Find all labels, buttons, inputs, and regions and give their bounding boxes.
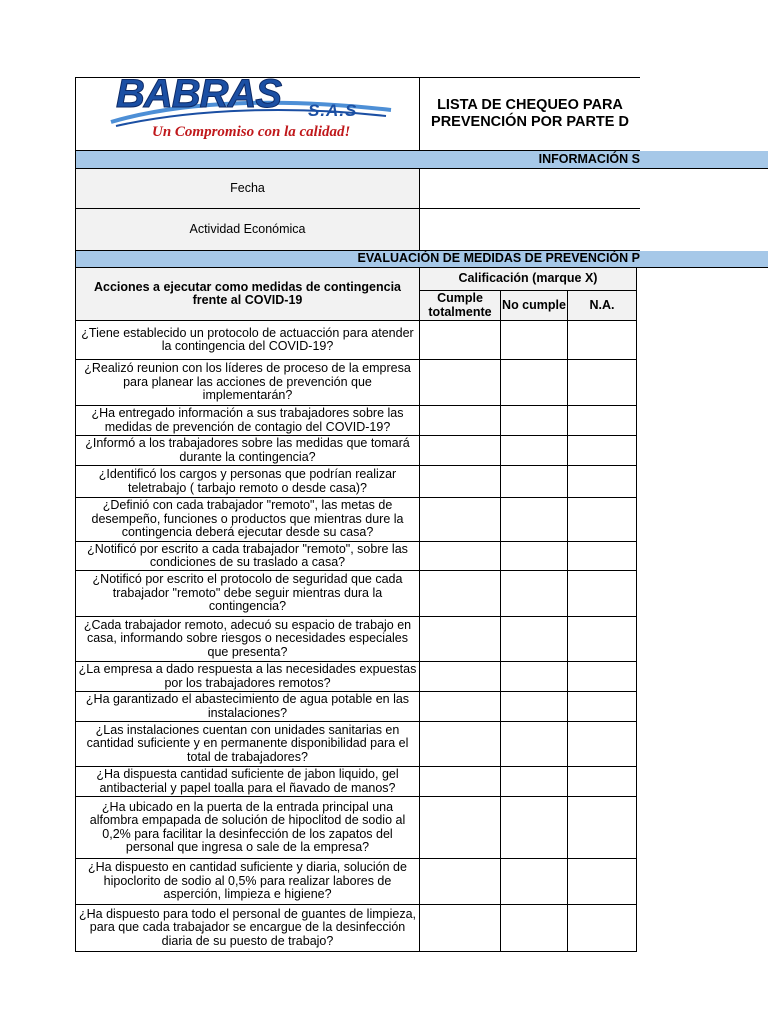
rating-column-header: Calificación (marque X) [420, 268, 637, 291]
na-checkbox-cell[interactable] [568, 436, 637, 466]
logo-suffix: S.A.S [308, 101, 358, 120]
na-column-header: N.A. [568, 291, 637, 321]
no-cumple-checkbox-cell[interactable] [501, 360, 568, 406]
na-checkbox-cell[interactable] [568, 797, 637, 859]
na-checkbox-cell[interactable] [568, 498, 637, 542]
cumple-checkbox-cell[interactable] [420, 859, 501, 905]
no-cumple-checkbox-cell[interactable] [501, 905, 568, 952]
question-text: ¿Ha ubicado en la puerta de la entrada principal una alfombra empapada de solución de hipoclitod de sodio al 0,2% para facilitar la desinfección de los zapatos del personal que ingresa o sale de la empresa? [75, 797, 420, 859]
cumple-checkbox-cell[interactable] [420, 436, 501, 466]
na-checkbox-cell[interactable] [568, 542, 637, 571]
no-cumple-checkbox-cell[interactable] [501, 797, 568, 859]
no-cumple-checkbox-cell[interactable] [501, 466, 568, 498]
no-cumple-checkbox-cell[interactable] [501, 722, 568, 767]
no-cumple-checkbox-cell[interactable] [501, 662, 568, 692]
fecha-field[interactable] [420, 169, 640, 209]
na-checkbox-cell[interactable] [568, 360, 637, 406]
cumple-checkbox-cell[interactable] [420, 406, 501, 436]
question-text: ¿Ha dispuesto en cantidad suficiente y diaria, solución de hipoclorito de sodio al 0,5% para realizar labores de asperción, limpieza e higiene? [75, 859, 420, 905]
info-section-header: INFORMACIÓN S [75, 151, 768, 169]
cumple-checkbox-cell[interactable] [420, 662, 501, 692]
cumple-checkbox-cell[interactable] [420, 466, 501, 498]
question-text: ¿Ha garantizado el abastecimiento de agua potable en las instalaciones? [75, 692, 420, 722]
question-text: ¿Ha dispuesto para todo el personal de guantes de limpieza, para que cada trabajador se encargue de la desinfección diaria de su puesto de trabajo? [75, 905, 420, 952]
document-title [420, 77, 640, 151]
logo-name: BABRAS [116, 77, 282, 116]
cumple-checkbox-cell[interactable] [420, 542, 501, 571]
question-text: ¿Notificó por escrito a cada trabajador "remoto", sobre las condiciones de su traslado a casa? [75, 542, 420, 571]
na-checkbox-cell[interactable] [568, 406, 637, 436]
question-text: ¿Notificó por escrito el protocolo de seguridad que cada trabajador "remoto" debe seguir mientras dura la contingencia? [75, 571, 420, 617]
question-text: ¿Informó a los trabajadores sobre las medidas que tomará durante la contingencia? [75, 436, 420, 466]
cumple-checkbox-cell[interactable] [420, 571, 501, 617]
actions-column-header: Acciones a ejecutar como medidas de contingencia frente al COVID-19 [75, 268, 420, 321]
na-checkbox-cell[interactable] [568, 692, 637, 722]
na-checkbox-cell[interactable] [568, 662, 637, 692]
question-text: ¿La empresa a dado respuesta a las necesidades expuestas por los trabajadores remotos? [75, 662, 420, 692]
cumple-checkbox-cell[interactable] [420, 360, 501, 406]
question-text: ¿Realizó reunion con los líderes de proceso de la empresa para planear las acciones de prevención que implementarán? [75, 360, 420, 406]
logo-cell [75, 77, 420, 151]
no-cumple-checkbox-cell[interactable] [501, 767, 568, 797]
na-checkbox-cell[interactable] [568, 722, 637, 767]
actividad-field[interactable] [420, 209, 640, 251]
question-text: ¿Tiene establecido un protocolo de actuacción para atender la contingencia del COVID-19? [75, 321, 420, 360]
cumple-checkbox-cell[interactable] [420, 498, 501, 542]
question-text: ¿Identificó los cargos y personas que podrían realizar teletrabajo ( tarbajo remoto o desde casa)? [75, 466, 420, 498]
question-text: ¿Ha dispuesta cantidad suficiente de jabon liquido, gel antibacterial y papel toalla para el ñavado de manos? [75, 767, 420, 797]
cumple-checkbox-cell[interactable] [420, 722, 501, 767]
company-logo [76, 78, 420, 151]
title-line-1: LISTA DE CHEQUEO PARA [437, 97, 623, 113]
cumple-checkbox-cell[interactable] [420, 692, 501, 722]
na-checkbox-cell[interactable] [568, 571, 637, 617]
no-cumple-checkbox-cell[interactable] [501, 617, 568, 662]
cumple-column-header: Cumple totalmente [420, 291, 501, 321]
title-line-2: PREVENCIÓN POR PARTE D [431, 114, 629, 130]
question-text: ¿Cada trabajador remoto, adecuó su espacio de trabajo en casa, informando sobre riesgos o necesidades especiales que presenta? [75, 617, 420, 662]
no-cumple-checkbox-cell[interactable] [501, 406, 568, 436]
na-checkbox-cell[interactable] [568, 859, 637, 905]
evaluation-section-header: EVALUACIÓN DE MEDIDAS DE PREVENCIÓN P [75, 251, 768, 268]
no-cumple-checkbox-cell[interactable] [501, 692, 568, 722]
question-text: ¿Las instalaciones cuentan con unidades sanitarias en cantidad suficiente y en permanente disponibilidad para el total de trabajadores? [75, 722, 420, 767]
no-cumple-checkbox-cell[interactable] [501, 498, 568, 542]
na-checkbox-cell[interactable] [568, 321, 637, 360]
logo-slogan: Un Compromiso con la calidad! [152, 124, 351, 140]
no-cumple-checkbox-cell[interactable] [501, 321, 568, 360]
cumple-checkbox-cell[interactable] [420, 617, 501, 662]
fecha-label: Fecha [75, 169, 420, 209]
question-text: ¿Ha entregado información a sus trabajadores sobre las medidas de prevención de contagio del COVID-19? [75, 406, 420, 436]
na-checkbox-cell[interactable] [568, 466, 637, 498]
cumple-checkbox-cell[interactable] [420, 797, 501, 859]
no-cumple-checkbox-cell[interactable] [501, 542, 568, 571]
question-text: ¿Definió con cada trabajador "remoto", las metas de desempeño, funciones o productos que mientras dure la contingencia deberá ejecutar desde su casa? [75, 498, 420, 542]
actividad-label: Actividad Económica [75, 209, 420, 251]
no-cumple-column-header: No cumple [501, 291, 568, 321]
na-checkbox-cell[interactable] [568, 767, 637, 797]
no-cumple-checkbox-cell[interactable] [501, 859, 568, 905]
no-cumple-checkbox-cell[interactable] [501, 436, 568, 466]
cumple-checkbox-cell[interactable] [420, 905, 501, 952]
na-checkbox-cell[interactable] [568, 905, 637, 952]
no-cumple-checkbox-cell[interactable] [501, 571, 568, 617]
cumple-checkbox-cell[interactable] [420, 767, 501, 797]
cumple-checkbox-cell[interactable] [420, 321, 501, 360]
na-checkbox-cell[interactable] [568, 617, 637, 662]
